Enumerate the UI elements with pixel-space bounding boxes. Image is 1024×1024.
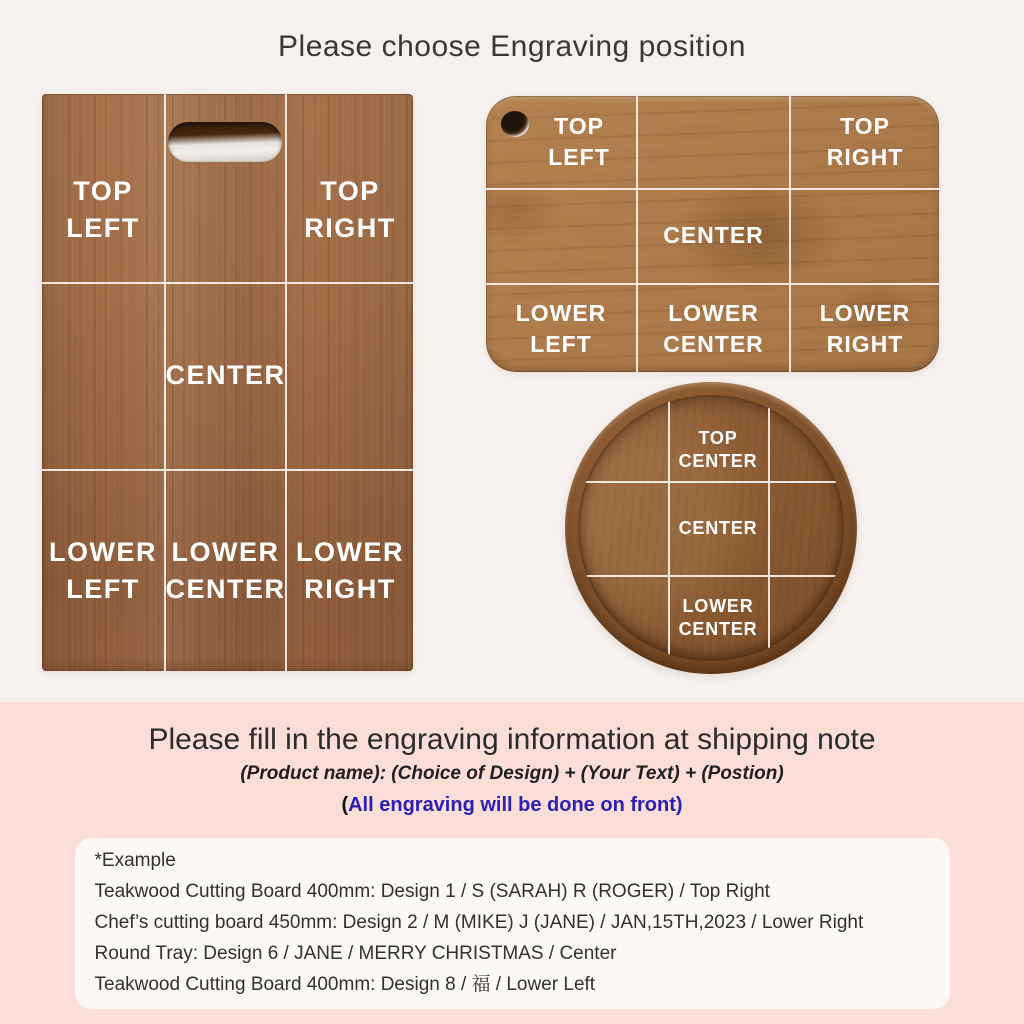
position-lower-left <box>42 471 164 671</box>
position-top-right <box>791 96 939 188</box>
position-label-line: TOP <box>698 428 738 448</box>
position-label-line: LOWER <box>171 537 280 567</box>
example-line: Chef’s cutting board 450mm: Design 2 / M (MIKE) J (JANE) / JAN,15TH,2023 / Lower Right <box>94 912 864 933</box>
example-line: Round Tray: Design 6 / JANE / MERRY CHRISTMAS / Center <box>94 943 617 964</box>
position-label-line: LOWER <box>296 537 404 567</box>
position-label-line: LEFT <box>530 330 592 357</box>
position-label-line: CENTER <box>165 574 286 604</box>
shipping-note-heading: Please fill in the engraving information at shipping note <box>148 723 876 756</box>
position-label-line: LOWER <box>682 596 754 616</box>
position-label-line: CENTER <box>678 517 758 538</box>
position-top-left <box>42 94 164 282</box>
handle-cutout <box>168 122 282 162</box>
example-box <box>75 838 950 1009</box>
position-label-line: RIGHT <box>826 144 904 170</box>
position-label-line: CENTER <box>165 360 286 390</box>
position-label-line: TOP <box>840 113 890 139</box>
position-lower-center <box>166 471 285 671</box>
position-label-line: CENTER <box>663 330 764 357</box>
front-engraving-note <box>0 792 1024 818</box>
position-center <box>166 282 285 469</box>
position-center <box>638 188 789 283</box>
position-top-left <box>486 96 636 188</box>
position-label-line: LEFT <box>548 144 610 170</box>
position-label-line: CENTER <box>678 451 758 471</box>
shipping-note-section <box>0 702 1024 1024</box>
position-label-line: LOWER <box>49 537 157 567</box>
position-label-line: LEFT <box>66 574 140 604</box>
example-header: *Example <box>94 850 176 871</box>
position-label-line: RIGHT <box>304 213 396 243</box>
example-line: Teakwood Cutting Board 400mm: Design 8 / 福 / Lower Left <box>94 974 596 995</box>
position-lower-center <box>668 575 768 661</box>
position-label-line: TOP <box>554 113 604 139</box>
position-label-line: LOWER <box>668 299 759 326</box>
position-lower-right <box>287 471 413 671</box>
note-paren: ( <box>341 794 349 816</box>
position-label-line: LOWER <box>819 299 911 326</box>
position-label-line: TOP <box>73 176 133 206</box>
rectangular-cutting-board <box>42 94 413 671</box>
position-top-center <box>668 395 768 481</box>
engraving-format-line: (Product name): (Choice of Design) + (Your Text) + (Postion) <box>240 763 784 784</box>
position-label-line: LEFT <box>66 213 140 243</box>
position-lower-right <box>791 285 939 372</box>
example-line: Teakwood Cutting Board 400mm: Design 1 / S (SARAH) R (ROGER) / Top Right <box>94 881 770 902</box>
position-lower-center <box>638 285 789 372</box>
position-label-line: RIGHT <box>304 574 396 604</box>
page-title: Please choose Engraving position <box>278 30 746 63</box>
round-tray-surface <box>578 395 844 661</box>
horizontal-cutting-board <box>486 96 939 372</box>
position-center <box>668 481 768 575</box>
grid-line <box>768 395 770 661</box>
position-label-line: CENTER <box>678 619 758 639</box>
position-top-right <box>287 94 413 282</box>
position-label-line: LOWER <box>515 299 607 326</box>
position-label-line: TOP <box>320 176 380 206</box>
position-label-line: CENTER <box>663 222 764 248</box>
position-label-line: RIGHT <box>826 330 904 357</box>
position-lower-left <box>486 285 636 372</box>
round-tray <box>565 382 857 674</box>
note-blue-text: All engraving will be done on front) <box>348 794 683 816</box>
